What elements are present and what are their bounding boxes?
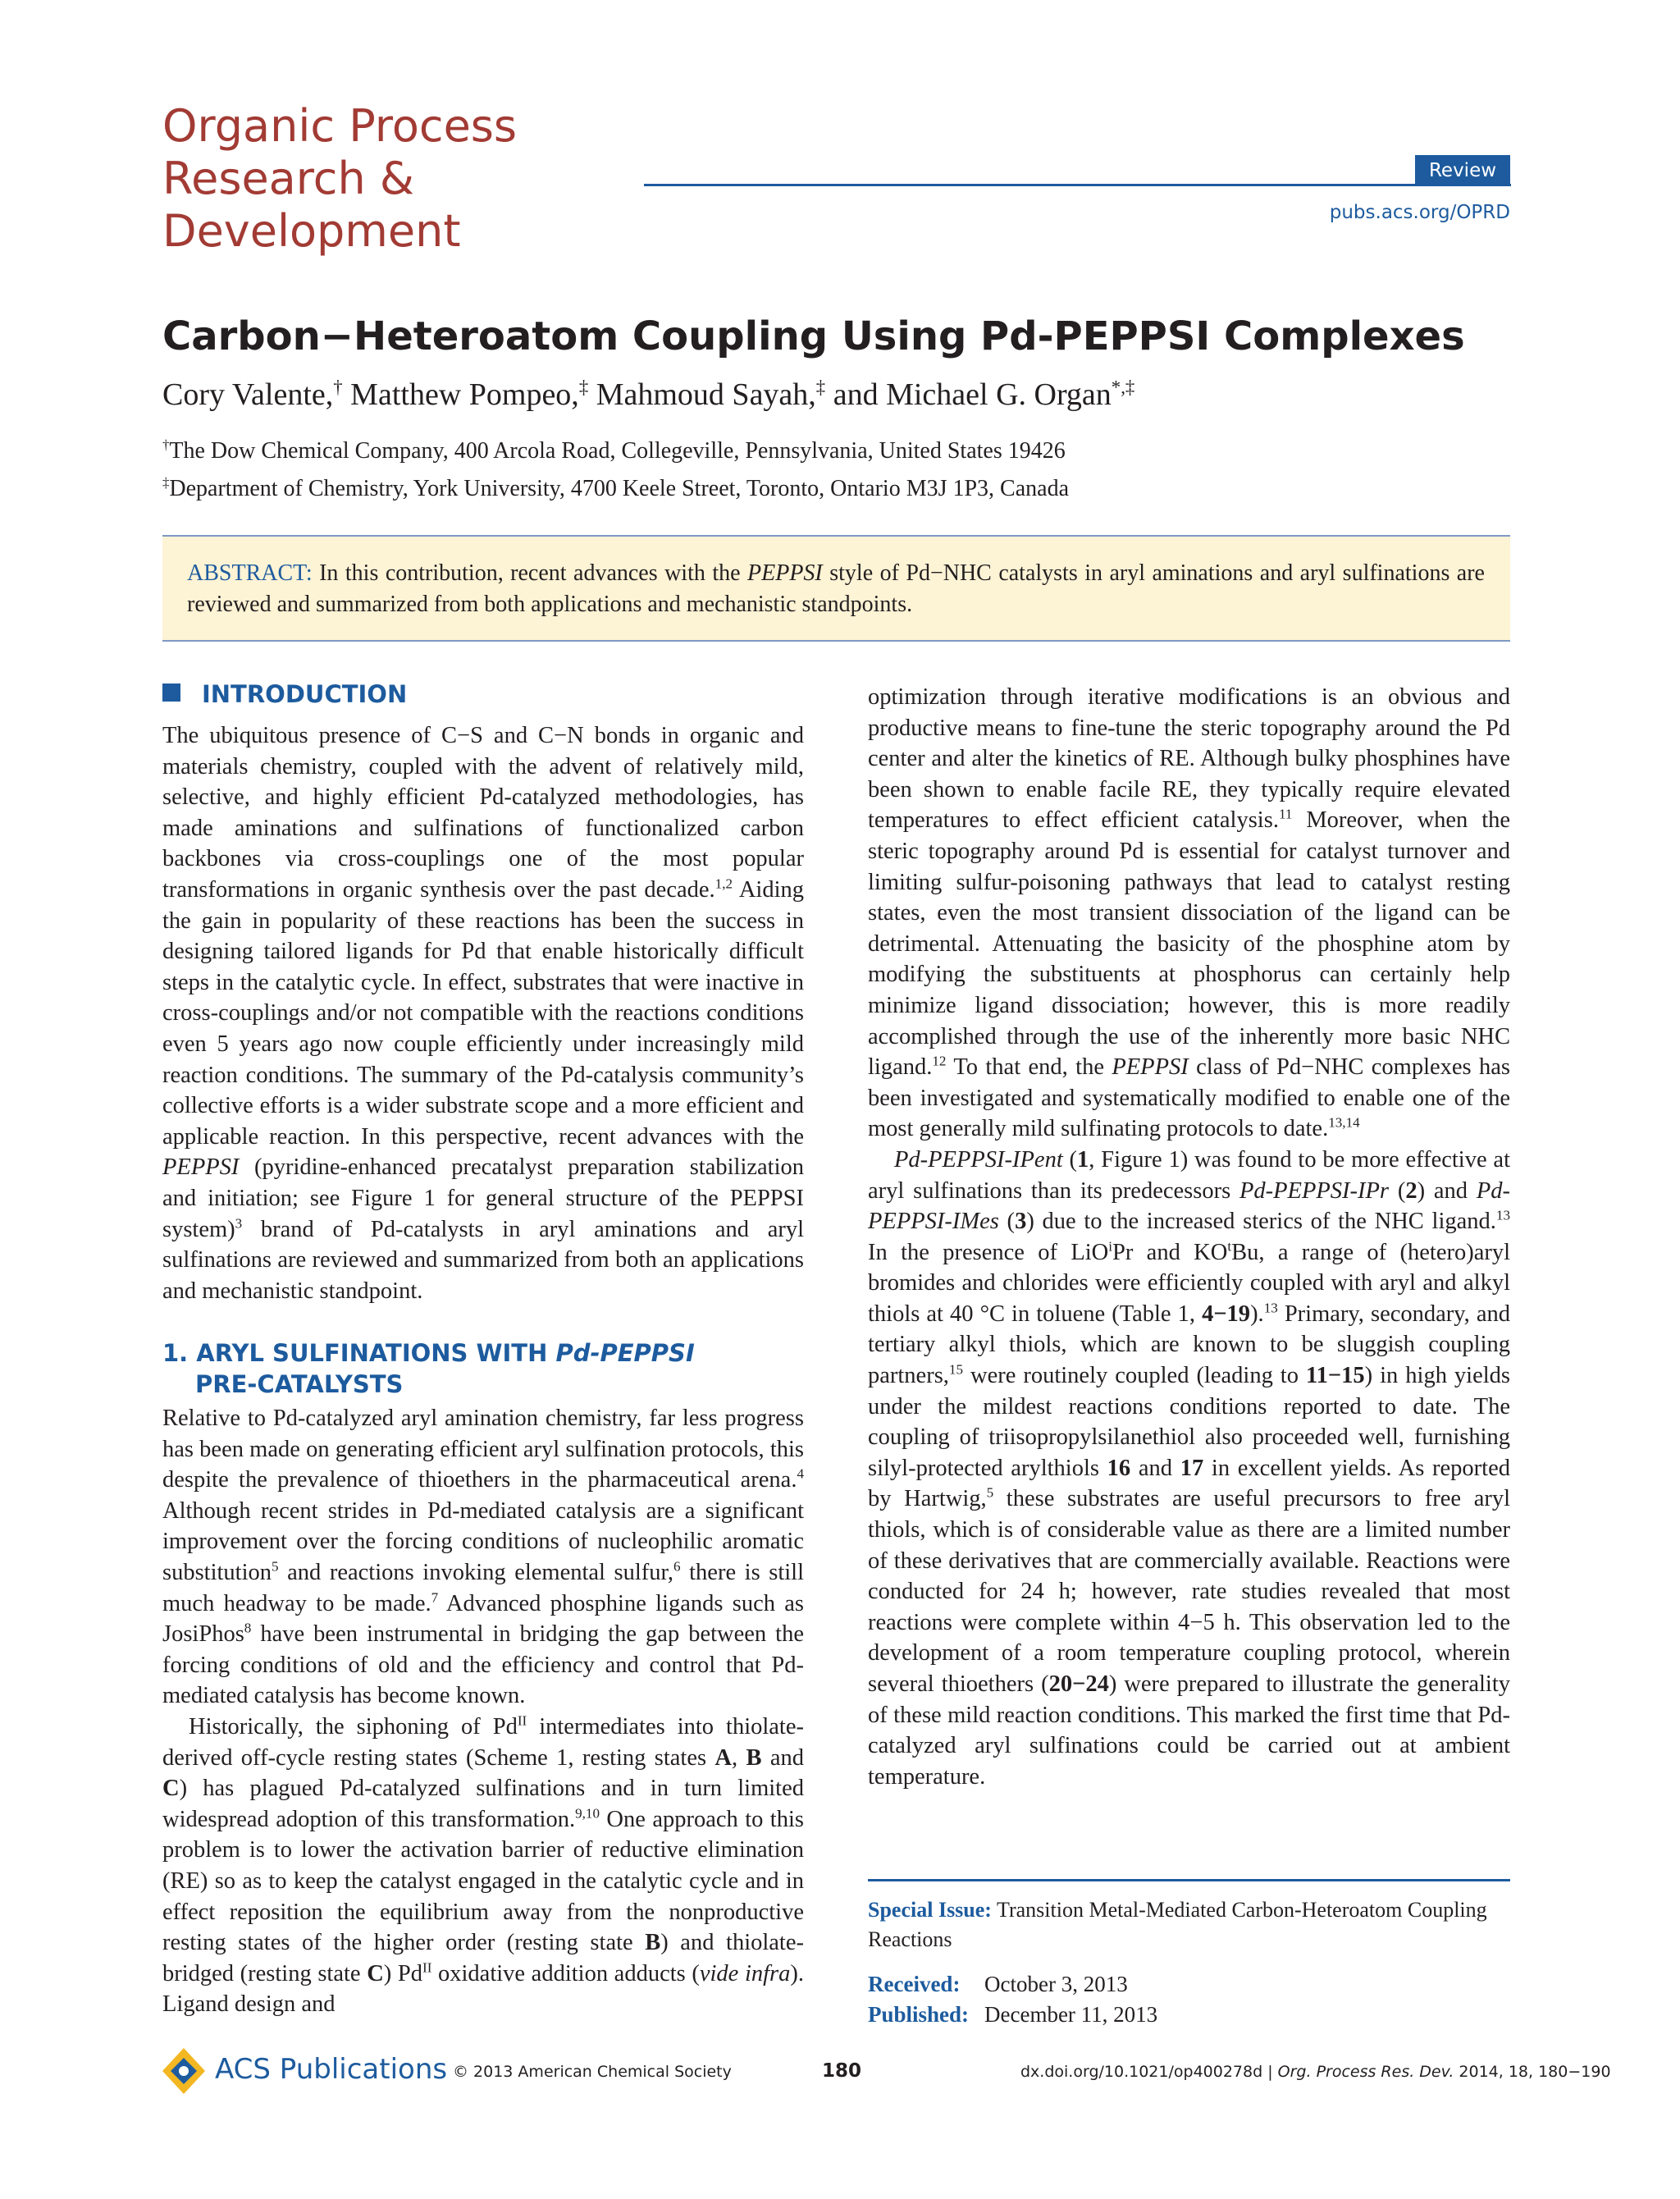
citation-ref[interactable]: 13 — [1263, 1300, 1278, 1316]
text-run: ) due to the increased sterics of the NHC ligand. — [1026, 1209, 1496, 1235]
text-run: ( — [1389, 1177, 1406, 1204]
compound-label: 3 — [1015, 1209, 1027, 1235]
journal-url-link[interactable]: pubs.acs.org/OPRD — [1329, 202, 1510, 223]
text-run: PEPPSI — [1112, 1054, 1189, 1081]
citation-ref[interactable]: 7 — [431, 1589, 439, 1606]
text-run: Pd-PEPPSI-IPr — [1239, 1177, 1390, 1204]
text-run: ) Pd — [383, 1960, 422, 1986]
section-1-body — [162, 1403, 804, 2020]
citation-ref[interactable]: 13 — [1495, 1207, 1510, 1223]
citation-ref[interactable]: 9,10 — [575, 1805, 600, 1822]
superscript: II — [422, 1959, 432, 1976]
text-run: and — [1130, 1455, 1180, 1481]
heading-part: 1. ARYL SULFINATIONS WITH — [162, 1339, 556, 1367]
text-run: ) has plagued Pd-catalyzed sulfinations and in turn limited widespread adoption of this transformation. — [162, 1776, 804, 1832]
text-run: (pyridine-enhanced precatalyst preparation stabilization and initiation; see Figure 1 for general structure of the PEPPSI system) — [162, 1154, 804, 1242]
abstract-part: In this contribution, recent advances with the — [312, 560, 748, 586]
author-4-mark: *,‡ — [1111, 377, 1135, 398]
text-run: Moreover, when the steric topography around Pd is essential for catalyst turnover and limiting sulfur-poisoning pathways that lead to catalyst resting states, even the most transient dissociation of the ligand can be detrimental. Attenuating the basicity of the phosphine atom by modifying the substituents at phosphorus can certainly help minimize ligand dissociation; however, this is more readily accomplished through the use of the inherently more basic NHC ligand. — [868, 807, 1511, 1081]
compound-label: 17 — [1180, 1455, 1204, 1481]
citation-ref[interactable]: 1,2 — [714, 875, 733, 892]
text-run: ) were prepared to illustrate the generality of these mild reaction conditions. This marked the first time that Pd-catalyzed aryl sulfinations could be carried out at ambient temperature. — [868, 1671, 1511, 1790]
page-number: 180 — [822, 2060, 862, 2082]
text-run: To that end, the — [946, 1054, 1112, 1081]
journal-abbrev: Org. Process Res. Dev. — [1277, 2063, 1454, 2081]
text-run: ) in high yields under the mildest reactions conditions reported to date. The coupling of triisopropylsilanethiol also proceeded well, furnishing silyl-protected arylthiols — [868, 1363, 1511, 1481]
publication-dates — [868, 1969, 1157, 2030]
abstract-label: ABSTRACT: — [187, 560, 313, 586]
intro-paragraph — [162, 720, 804, 1306]
published-date: December 11, 2013 — [984, 2002, 1158, 2027]
acs-publications-link[interactable]: ACS Publications — [215, 2053, 448, 2086]
published-label: Published: — [868, 2002, 970, 2027]
journal-title — [162, 100, 737, 258]
compound-label: B — [645, 1930, 661, 1956]
acs-logo-icon — [161, 2046, 207, 2096]
text-run: ). Ligand design and — [162, 1960, 804, 2018]
introduction-heading-text: INTRODUCTION — [202, 680, 408, 708]
affiliation-1 — [162, 438, 1516, 464]
text-run: One approach to this problem is to lower the activation barrier of reductive elimination (RE) so as to keep the catalyst engaged in the catalytic cycle and in effect reposition the equilibrium away from the nonproductive resting states of the higher order (resting state — [162, 1806, 804, 1956]
special-issue-text: Transition Metal-Mediated Carbon-Heteroatom Coupling Reactions — [868, 1898, 1487, 1951]
journal-title-line-2: Research & — [162, 153, 414, 204]
citation-ref[interactable]: 5 — [272, 1558, 279, 1575]
citation-ref[interactable]: 6 — [673, 1558, 681, 1575]
header-rule — [644, 184, 1511, 186]
text-run: and reactions invoking elemental sulfur, — [278, 1559, 674, 1585]
text-run: class of Pd−NHC complexes has been investigated and systematically modified to enable one of the most generally mild sulfinating protocols to date. — [868, 1054, 1511, 1142]
compound-label: B — [746, 1744, 762, 1771]
text-run: Aiding the gain in popularity of these reactions has been the success in designing tailored ligands for Pd that enable historically difficult steps in the catalytic cycle. In effect, substrates that were inactive in cross-couplings and/or not compatible with the reactions conditions even 5 years ago now couple efficiently under increasingly mild reaction conditions. The summary of the Pd-catalysis community’s collective efforts is a wider substrate scope and a more efficient and applicable reaction. In this perspective, recent advances with the — [162, 876, 804, 1150]
text-run: Relative to Pd-catalyzed aryl amination chemistry, far less progress has been made on generating efficient aryl sulfination protocols, this despite the prevalence of thioethers in the pharmaceutical arena. — [162, 1406, 804, 1493]
superscript: i — [1108, 1238, 1112, 1255]
abstract-text — [187, 558, 1485, 620]
text-run: ( — [1062, 1146, 1078, 1173]
citation-info: 2014, 18, 180−190 — [1454, 2063, 1611, 2081]
text-run: optimization through iterative modifications is an obvious and productive means to fine-tune the steric topography around the Pd center and alter the kinetics of RE. Although bulky phosphines have been shown to enable facile RE, they typically require elevated temperatures to effect efficient catalysis. — [868, 684, 1510, 834]
text-run: Primary, secondary, and tertiary alkyl thiols, which are known to be sluggish coupling partners, — [868, 1301, 1510, 1389]
author-2-mark: ‡ — [578, 377, 589, 398]
compound-label: 11−15 — [1305, 1363, 1365, 1389]
text-run: Bu, a range of (hetero)aryl bromides and chlorides were efficiently coupled with aryl and alkyl thiols at 40 °C in toluene (Table 1, — [868, 1239, 1511, 1327]
special-issue-label: Special Issue: — [868, 1898, 992, 1922]
superscript: II — [517, 1712, 527, 1729]
citation-ref[interactable]: 5 — [986, 1484, 994, 1501]
text-run: ) and thiolate-bridged (resting state — [162, 1930, 804, 1986]
text-run: In the presence of LiO — [868, 1239, 1109, 1265]
author-1-mark: † — [333, 377, 343, 398]
right-paragraph-2 — [868, 1145, 1510, 1792]
compound-label: 20−24 — [1048, 1671, 1109, 1697]
section-1-heading — [162, 1337, 804, 1400]
affiliation-2-mark: ‡ — [162, 474, 170, 491]
superscript: t — [1227, 1238, 1232, 1255]
section-1-paragraph-2 — [162, 1712, 804, 2020]
affiliation-1-mark: † — [162, 437, 170, 453]
text-run: vide infra — [699, 1960, 791, 1986]
compound-label: A — [714, 1744, 733, 1771]
citation-ref[interactable]: 15 — [948, 1361, 964, 1378]
citation-ref[interactable]: 12 — [932, 1053, 947, 1069]
text-run: in excellent yields. As reported by Hartwig, — [868, 1455, 1510, 1512]
text-run: intermediates into thiolate-derived off-cycle resting states (Scheme 1, resting states — [162, 1713, 804, 1771]
article-title: Carbon−Heteroatom Coupling Using Pd-PEPPSI Complexes — [162, 313, 1465, 359]
text-run: Pd-PEPPSI-IPent — [894, 1146, 1063, 1173]
citation-ref[interactable]: 11 — [1278, 806, 1293, 822]
text-run: were routinely coupled (leading to — [963, 1363, 1306, 1389]
citation-ref[interactable]: 4 — [797, 1465, 804, 1482]
affiliation-2-text: Department of Chemistry, York University, 4700 Keele Street, Toronto, Ontario M3J 1P3, Canada — [169, 476, 1070, 501]
compound-label: C — [367, 1960, 384, 1986]
text-run: Pd-PEPPSI-IMes — [868, 1177, 1511, 1235]
right-column — [868, 682, 1510, 1792]
citation-ref[interactable]: 13,14 — [1328, 1114, 1360, 1131]
text-run: and — [761, 1744, 805, 1771]
copyright: © 2013 American Chemical Society — [453, 2063, 732, 2081]
text-run: ). — [1250, 1301, 1264, 1327]
separator: | — [1262, 2063, 1278, 2081]
compound-label: 1 — [1077, 1146, 1089, 1173]
journal-title-line-3: Development — [162, 205, 461, 257]
text-run: PEPPSI — [162, 1154, 240, 1181]
text-run: ( — [998, 1209, 1016, 1235]
author-list — [162, 377, 1516, 413]
introduction-heading — [162, 680, 407, 708]
special-issue-rule — [868, 1879, 1510, 1881]
section-1-paragraph-1 — [162, 1403, 804, 1712]
doi-link[interactable]: dx.doi.org/10.1021/op400278d — [1020, 2063, 1263, 2081]
author-4[interactable]: and Michael G. Organ — [833, 377, 1112, 412]
compound-label: 16 — [1107, 1455, 1131, 1481]
text-run: , Figure 1) was found to be more effective at aryl sulfinations than its predecessors — [868, 1146, 1511, 1204]
abstract-part: style of Pd−NHC catalysts in aryl aminations and aryl sulfinations are reviewed and summarized from both applications and mechanistic standpoints. — [187, 560, 1485, 617]
doi-citation — [1020, 2063, 1611, 2081]
published-row — [868, 2000, 1157, 2030]
text-run: Although recent strides in Pd-mediated catalysis are a significant improvement over the forcing conditions of nucleophilic aromatic substitution — [162, 1497, 804, 1585]
compound-label: 2 — [1405, 1177, 1418, 1204]
text-run: , — [732, 1744, 746, 1771]
heading-bullet — [162, 683, 180, 702]
author-2[interactable]: Matthew Pompeo, — [350, 377, 579, 412]
text-run: Historically, the siphoning of Pd — [189, 1713, 518, 1740]
author-1[interactable]: Cory Valente, — [162, 377, 334, 412]
journal-title-line-1: Organic Process — [162, 100, 518, 152]
heading-part: PRE-CATALYSTS — [195, 1370, 404, 1398]
text-run: have been instrumental in bridging the gap between the forcing conditions of old and the efficiency and control that Pd-mediated catalysis has become known. — [162, 1621, 804, 1709]
heading-part: Pd-PEPPSI — [555, 1339, 695, 1367]
text-run: there is still much headway to be made. — [162, 1559, 804, 1616]
right-paragraph-1 — [868, 682, 1510, 1145]
review-badge: Review — [1415, 155, 1510, 186]
abstract-peppsi: PEPPSI — [747, 560, 823, 586]
text-run: Advanced phosphine ligands such as JosiPhos — [162, 1590, 804, 1648]
received-row — [868, 1969, 1157, 2000]
received-date: October 3, 2013 — [984, 1972, 1128, 1996]
text-run: Pr and KO — [1112, 1239, 1228, 1265]
citation-ref[interactable]: 8 — [244, 1620, 252, 1636]
text-run: ) and — [1417, 1177, 1477, 1204]
affiliation-1-text: The Dow Chemical Company, 400 Arcola Road, Collegeville, Pennsylvania, United States 19426 — [169, 438, 1066, 464]
text-run: The ubiquitous presence of C−S and C−N bonds in organic and materials chemistry, coupled with the advent of relatively mild, selective, and highly efficient Pd-catalyzed methodologies, has made aminations and sulfinations of functionalized carbon backbones via cross-couplings one of the most popular transformations in organic synthesis over the past decade. — [162, 723, 804, 903]
compound-label: C — [162, 1776, 180, 1802]
affiliation-2 — [162, 476, 1516, 502]
text-run: oxidative addition adducts ( — [431, 1960, 700, 1986]
text-run: brand of Pd-catalysts in aryl aminations and aryl sulfinations are reviewed and summarized from both an applications and mechanistic standpoint. — [162, 1216, 804, 1304]
citation-ref[interactable]: 3 — [235, 1215, 243, 1231]
text-run: these substrates are useful precursors to free aryl thiols, which is of considerable value as there are a limited number of these derivatives that are commercially available. Reactions were conducted for 24 h; however, rate studies revealed that most reactions were complete within 4−5 h. This observation led to the development of a room temperature coupling protocol, wherein several thioethers ( — [868, 1486, 1511, 1697]
author-3[interactable]: Mahmoud Sayah, — [596, 377, 816, 412]
author-3-mark: ‡ — [815, 377, 826, 398]
received-label: Received: — [868, 1972, 961, 1996]
compound-label: 4−19 — [1202, 1301, 1251, 1327]
special-issue-note — [868, 1895, 1510, 1954]
